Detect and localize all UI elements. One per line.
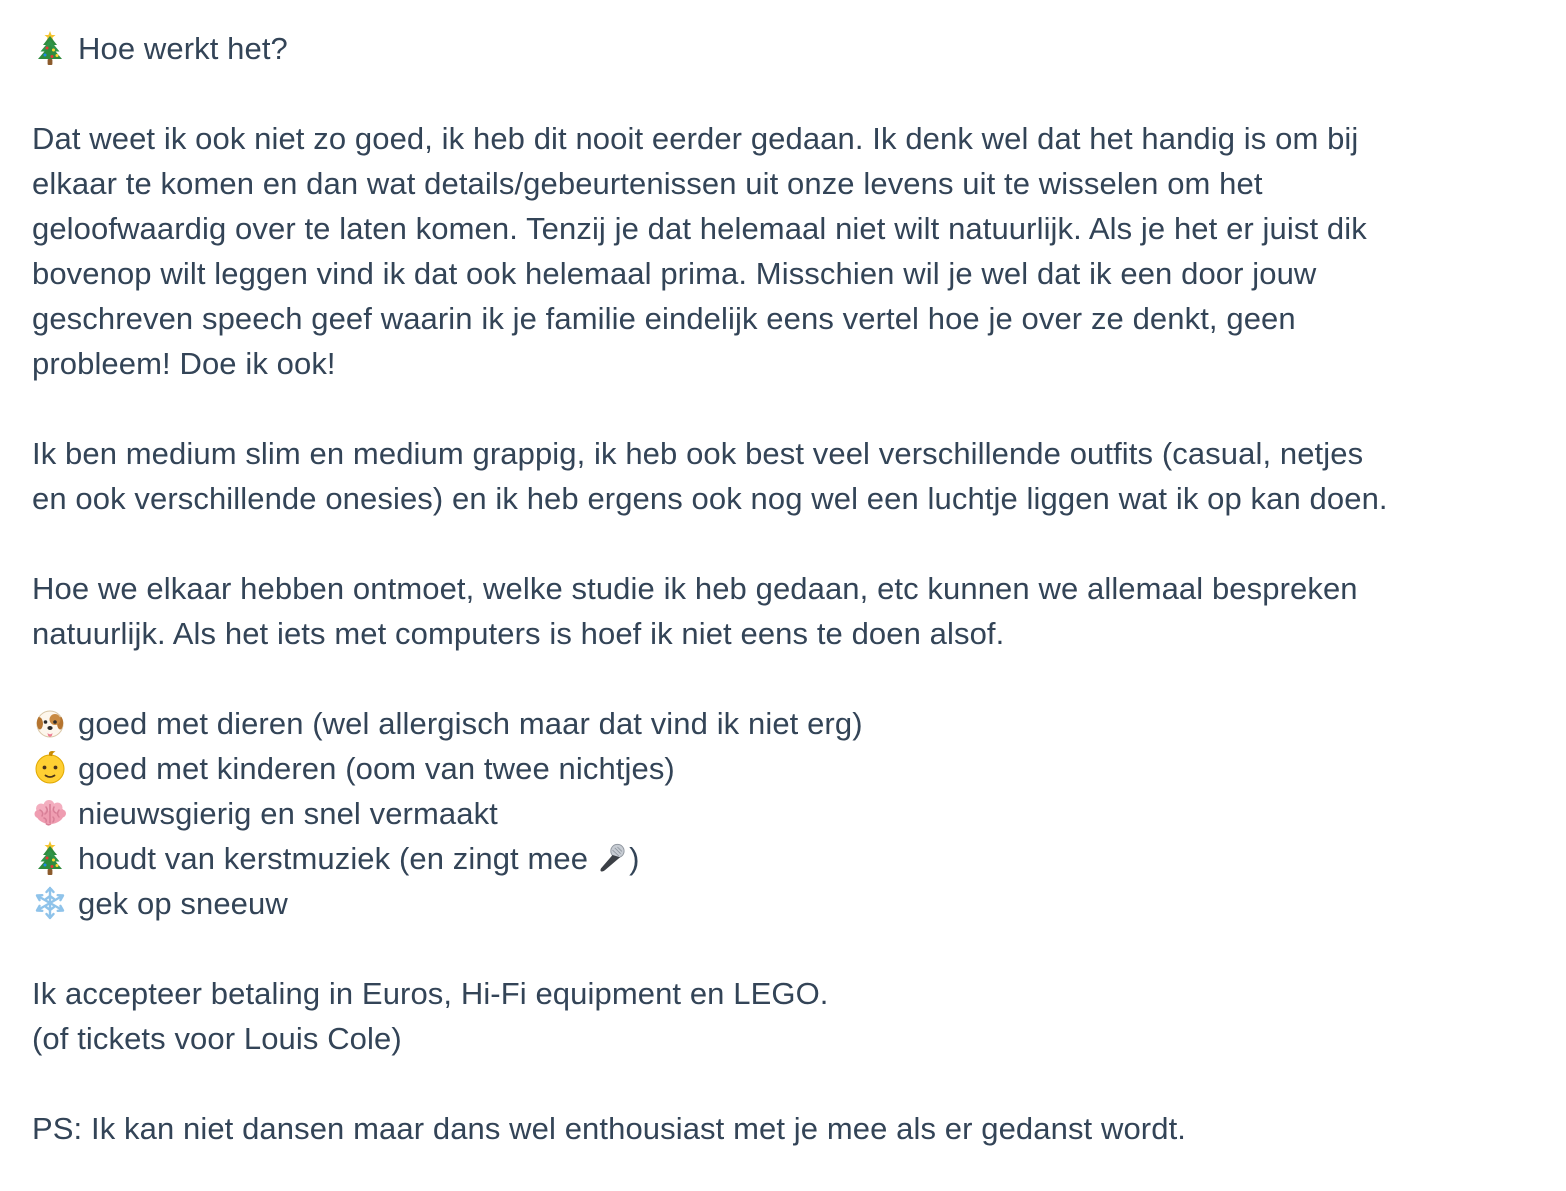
trait-item: [32, 881, 1536, 926]
brain-icon: [32, 795, 68, 831]
paragraph-line: Ik ben medium slim en medium grappig, ik heb ook best veel verschillende outfits (casual, netjes: [32, 436, 1364, 471]
microphone-icon: [597, 843, 629, 875]
trait-text: goed met dieren (wel allergisch maar dat vind ik niet erg): [78, 706, 863, 741]
paragraph-line: Hoe we elkaar hebben ontmoet, welke studie ik heb gedaan, etc kunnen we allemaal bespreken: [32, 571, 1358, 606]
trait-item: [32, 701, 1536, 746]
payment-paragraph: [32, 971, 1536, 1061]
trait-text: nieuwsgierig en snel vermaakt: [78, 796, 498, 831]
christmas-tree-icon: [32, 840, 68, 876]
trait-text: ): [629, 841, 640, 876]
trait-item: [32, 746, 1536, 791]
paragraph-line: Ik accepteer betaling in Euros, Hi-Fi equipment en LEGO.: [32, 976, 829, 1011]
paragraph-line: Dat weet ik ook niet zo goed, ik heb dit nooit eerder gedaan. Ik denk wel dat het handig is om bij: [32, 121, 1359, 156]
paragraph-line: (of tickets voor Louis Cole): [32, 1021, 402, 1056]
traits-list: [32, 701, 1536, 926]
paragraph-line: geschreven speech geef waarin ik je familie eindelijk eens vertel hoe je over ze denkt, geen: [32, 301, 1296, 336]
paragraph-line: probleem! Doe ik ook!: [32, 346, 336, 381]
dog-face-icon: [32, 705, 68, 741]
paragraph-line: bovenop wilt leggen vind ik dat ook helemaal prima. Misschien wil je wel dat ik een door jouw: [32, 256, 1317, 291]
trait-item: [32, 791, 1536, 836]
paragraph-line: geloofwaardig over te laten komen. Tenzij je dat helemaal niet wilt natuurlijk. Als je het er juist dik: [32, 211, 1367, 246]
paragraph-line: en ook verschillende onesies) en ik heb ergens ook nog wel een luchtje liggen wat ik op kan doen.: [32, 481, 1388, 516]
intro-paragraph: [32, 116, 1536, 386]
postscript-paragraph: [32, 1106, 1536, 1151]
trait-text: gek op sneeuw: [78, 886, 288, 921]
paragraph-line: natuurlijk. Als het iets met computers is hoef ik niet eens te doen alsof.: [32, 616, 1005, 651]
trait-text: goed met kinderen (oom van twee nichtjes): [78, 751, 675, 786]
heading-line: [32, 26, 1536, 71]
story-paragraph: [32, 566, 1536, 656]
postscript-line: PS: Ik kan niet dansen maar dans wel enthousiast met je mee als er gedanst wordt.: [32, 1111, 1186, 1146]
heading-text: Hoe werkt het?: [78, 31, 288, 66]
baby-icon: [32, 750, 68, 786]
paragraph-line: elkaar te komen en dan wat details/gebeurtenissen uit onze levens uit te wisselen om het: [32, 166, 1263, 201]
christmas-tree-icon: [32, 30, 68, 66]
heading-block: [32, 26, 1536, 71]
trait-item: [32, 836, 1536, 881]
trait-text: houdt van kerstmuziek (en zingt mee: [78, 841, 589, 876]
about-paragraph: [32, 431, 1536, 521]
snowflake-icon: [32, 885, 68, 921]
